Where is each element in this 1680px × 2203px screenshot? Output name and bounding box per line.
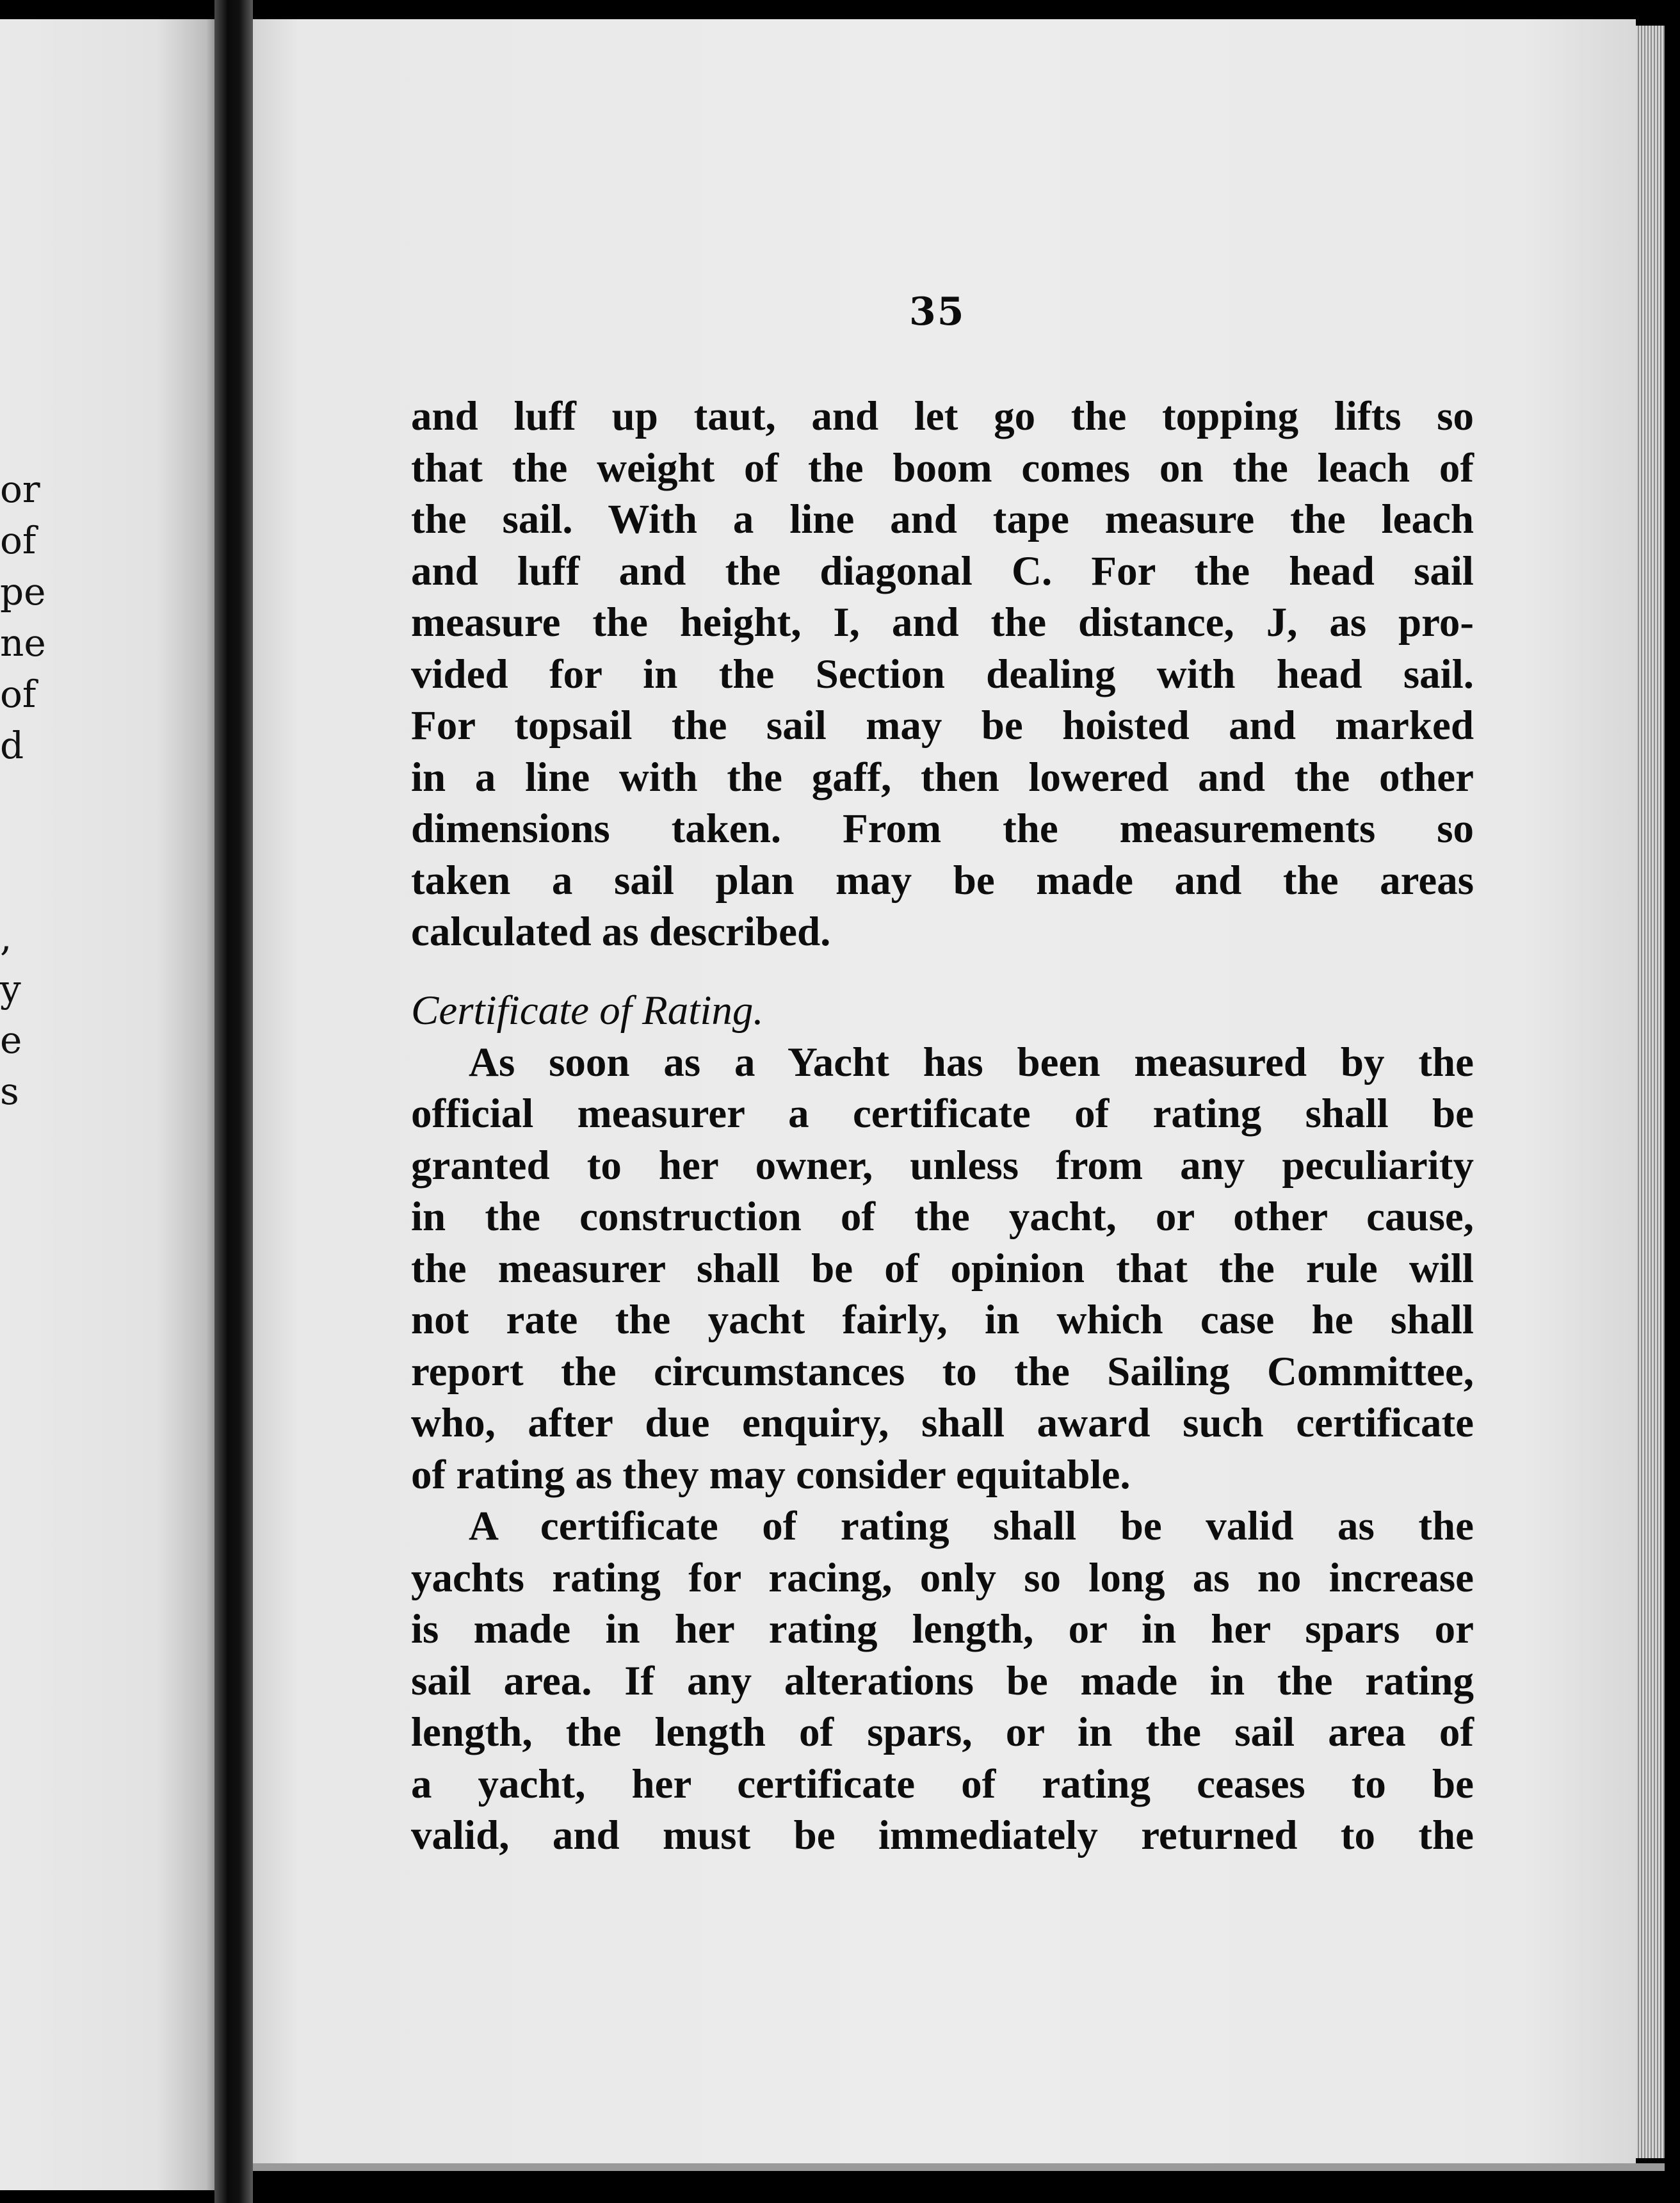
text-line: that the weight of the boom comes on the leach of xyxy=(411,444,1474,491)
text-line: a yacht, her certificate of rating ceases to be xyxy=(411,1760,1474,1807)
left-fragment: ne xyxy=(0,621,46,665)
left-fragment: of xyxy=(0,672,36,716)
left-fragment: pe xyxy=(0,570,46,614)
text-line: A certificate of rating shall be valid as the xyxy=(469,1503,1474,1549)
text-line: valid, and must be immediately returned to the xyxy=(411,1812,1474,1858)
page-number: 35 xyxy=(909,289,965,334)
text-line: sail area. If any alterations be made in the rating xyxy=(411,1657,1474,1704)
text-line: the measurer shall be of opinion that the rule will xyxy=(411,1245,1474,1292)
left-fragment: e xyxy=(0,1018,22,1062)
text-line: of rating as they may consider equitable. xyxy=(411,1451,1131,1498)
left-fragment: or xyxy=(0,467,40,511)
text-line: is made in her rating length, or in her spars or xyxy=(411,1606,1474,1652)
section-heading: Certificate of Rating. xyxy=(411,988,764,1034)
text-line: report the circumstances to the Sailing Committee, xyxy=(411,1348,1474,1395)
page-bottom-edge xyxy=(243,2163,1665,2171)
text-line: For topsail the sail may be hoisted and marked xyxy=(411,703,1474,749)
left-fragment: s xyxy=(0,1069,19,1113)
text-line: and luff up taut, and let go the topping lifts so xyxy=(411,393,1474,439)
text-line: and luff and the diagonal C. For the head sail xyxy=(411,548,1474,594)
text-line: length, the length of spars, or in the sail area of xyxy=(411,1709,1474,1755)
text-line: granted to her owner, unless from any peculiarity xyxy=(411,1142,1474,1189)
text-line: vided for in the Section dealing with head sail. xyxy=(411,651,1474,697)
left-page xyxy=(0,19,224,2190)
left-fragment: d xyxy=(0,724,24,767)
text-line: in the construction of the yacht, or other cause, xyxy=(411,1194,1474,1240)
page-body xyxy=(411,391,1474,1862)
paragraph-certificate-granted xyxy=(411,1037,1474,1500)
text-line: yachts rating for racing, only so long as no increase xyxy=(411,1554,1474,1601)
page-edge-stack xyxy=(1636,26,1665,2158)
left-fragment: of xyxy=(0,519,36,562)
text-line: taken a sail plan may be made and the areas xyxy=(411,857,1474,904)
text-line: dimensions taken. From the measurements so xyxy=(411,806,1474,852)
text-line: not rate the yacht fairly, in which case he shall xyxy=(411,1297,1474,1343)
paragraph-certificate-validity xyxy=(411,1500,1474,1861)
left-fragment: , xyxy=(0,916,12,959)
text-line: who, after due enquiry, shall award such certificate xyxy=(411,1400,1474,1446)
text-line: calculated as described. xyxy=(411,909,831,955)
paragraph-sail-measurement xyxy=(411,391,1474,957)
text-line: measure the height, I, and the distance, J, as pro- xyxy=(411,599,1474,646)
left-fragment: y xyxy=(0,967,21,1011)
text-line: in a line with the gaff, then lowered and the other xyxy=(411,754,1474,801)
text-line: official measurer a certificate of rating shall be xyxy=(411,1091,1474,1137)
book-gutter xyxy=(214,0,253,2203)
text-line: the sail. With a line and tape measure the leach xyxy=(411,496,1474,542)
text-line: As soon as a Yacht has been measured by the xyxy=(469,1039,1474,1085)
